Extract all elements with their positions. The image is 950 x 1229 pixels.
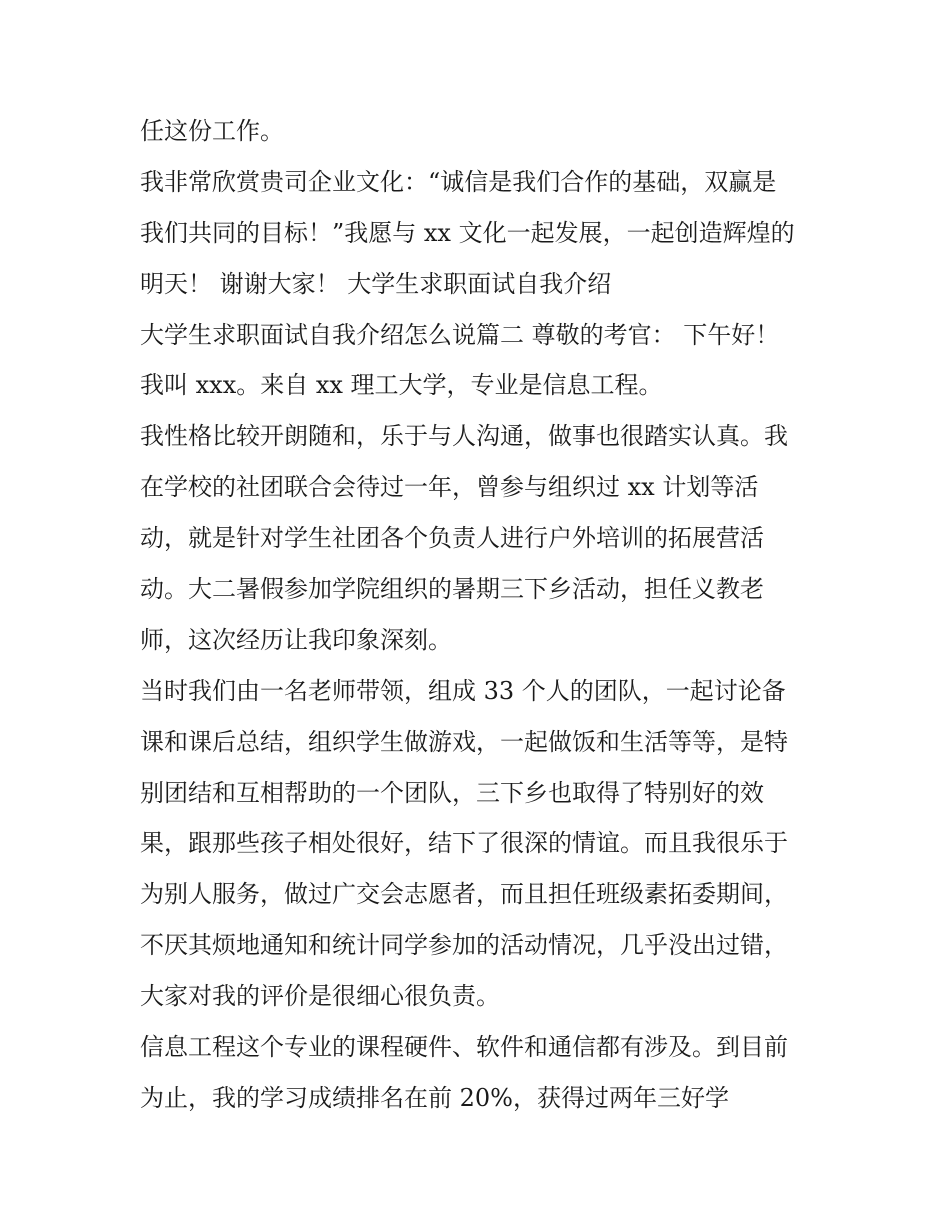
text-line-5: 大学生求职面试自我介绍怎么说篇二 尊敬的考官： 下午好！ xyxy=(140,320,780,349)
text-line-7: 我性格比较开朗随和，乐于与人沟通，做事也很踏实认真。我 xyxy=(140,422,788,451)
text-line-6: 我叫 xxx。来自 xx 理工大学，专业是信息工程。 xyxy=(140,371,663,400)
text-line-18: 大家对我的评价是很细心很负责。 xyxy=(140,982,500,1011)
text-line-13: 课和课后总结，组织学生做游戏，一起做饭和生活等等，是特 xyxy=(140,727,788,756)
text-line-2: 我非常欣赏贵司企业文化：“诚信是我们合作的基础，双赢是 xyxy=(140,167,777,196)
text-line-10: 动。大二暑假参加学院组织的暑期三下乡活动，担任义教老 xyxy=(140,575,764,604)
text-line-20: 为止，我的学习成绩排名在前 20%，获得过两年三好学 xyxy=(140,1083,729,1112)
text-line-9: 动，就是针对学生社团各个负责人进行户外培训的拓展营活 xyxy=(140,524,764,553)
text-line-3: 我们共同的目标！”我愿与 xx 文化一起发展，一起创造辉煌的 xyxy=(140,218,795,247)
text-line-12: 当时我们由一名老师带领，组成 33 个人的团队，一起讨论备 xyxy=(140,676,786,705)
text-line-1: 任这份工作。 xyxy=(140,117,284,145)
text-line-19: 信息工程这个专业的课程硬件、软件和通信都有涉及。到目前 xyxy=(140,1033,788,1062)
text-line-15: 果，跟那些孩子相处很好，结下了很深的情谊。而且我很乐于 xyxy=(140,829,788,858)
body-text xyxy=(140,106,820,1124)
text-line-8: 在学校的社团联合会待过一年，曾参与组织过 xx 计划等活 xyxy=(140,473,759,502)
text-line-4: 明天！ 谢谢大家！ 大学生求职面试自我介绍 xyxy=(140,269,612,298)
text-line-14: 别团结和互相帮助的一个团队，三下乡也取得了特别好的效 xyxy=(140,778,764,807)
text-line-16: 为别人服务，做过广交会志愿者，而且担任班级素拓委期间， xyxy=(140,880,788,909)
text-line-17: 不厌其烦地通知和统计同学参加的活动情况，几乎没出过错， xyxy=(140,931,788,960)
text-line-11: 师，这次经历让我印象深刻。 xyxy=(140,625,452,654)
